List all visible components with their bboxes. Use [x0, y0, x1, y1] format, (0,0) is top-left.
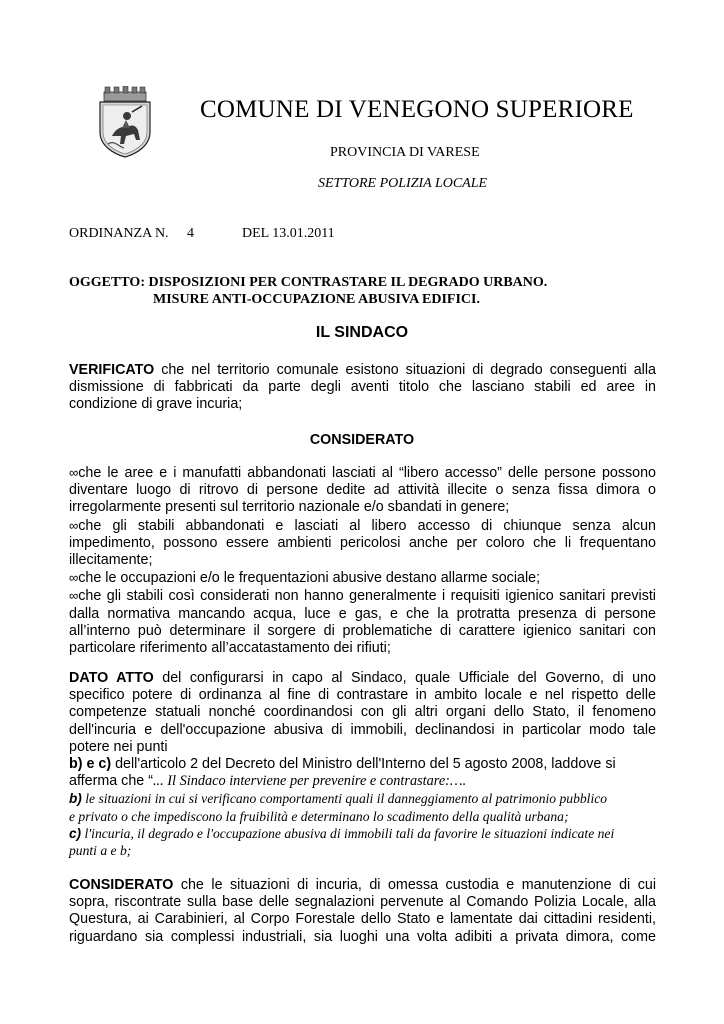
considerato-heading: CONSIDERATO	[309, 432, 415, 448]
points-bc-label: b) e c)	[69, 756, 112, 773]
list-item: ∞che gli stabili così considerati non hanno generalmente i requisiti igienico sanitari previsti	[69, 588, 656, 605]
subject-line-2: MISURE ANTI-OCCUPAZIONE ABUSIVA EDIFICI.	[153, 292, 480, 307]
verificato-text-2: dismissione di fabbricati da parte degli aventi titolo che lasciano stabili ed aree in	[69, 379, 656, 396]
ordinance-label: ORDINANZA N.	[69, 226, 169, 241]
verificato-text-1: che nel territorio comunale esistono situazioni di degrado conseguenti alla	[154, 362, 656, 378]
point-b-label: b)	[69, 791, 82, 807]
verificato-keyword: VERIFICATO	[69, 362, 155, 378]
bullet-symbol-icon: ∞	[69, 465, 79, 480]
ordinance-number: 4	[187, 226, 194, 241]
ordinance-date: DEL 13.01.2011	[242, 226, 335, 241]
verificato-paragraph	[69, 362, 656, 414]
mayor-heading: IL SINDACO	[315, 324, 409, 341]
subject-line-1: OGGETTO: DISPOSIZIONI PER CONTRASTARE IL DEGRADO URBANO.	[69, 275, 548, 290]
bullet-symbol-icon: ∞	[69, 517, 79, 533]
bullet-symbol-icon: ∞	[69, 570, 79, 586]
dato-atto-paragraph: DATO ATTO del configurarsi in capo al Sindaco, quale Ufficiale del Governo, di uno specifico potere di ordinanza al fine di contrastare in ambito locale e nel rispetto delle competenze statuali nonché coordinandosi con gli altri organi dello Stato, il fenomeno dell'incuria e dell'occupazione abusiva di immobili, declinandosi in particolar modo tale potere nei punti b) e c) dell'articolo 2 del Decreto del Ministro dell'Interno del 5 agosto 2008, laddove si afferma che “... Il Sindaco interviene per prevenire e contrastare:…. b) le situazioni in cui si verificano comportamenti quali il danneggiamento al patrimonio pubblico e privato o che impediscono la fruibilità e determinano lo scadimento della qualità urbana; c) l'incuria, il degrado e l'occupazione abusiva di immobili tali da favorire le situazioni indicate nei punti a e b;	[69, 670, 657, 859]
municipality-title: COMUNE DI VENEGONO SUPERIORE	[200, 96, 634, 123]
dato-atto-keyword: DATO ATTO	[69, 670, 154, 686]
bullet-symbol-icon: ∞	[69, 588, 79, 604]
list-item: ∞che le occupazioni e/o le frequentazioni abusive destano allarme sociale;	[69, 570, 541, 587]
list-item: ∞che le aree e i manufatti abbandonati lasciati al “libero accesso” delle persone possono	[69, 465, 656, 481]
ordinance-reference	[69, 226, 335, 242]
considerato-list: ∞che le aree e i manufatti abbandonati lasciati al “libero accesso” delle persone possono diventare luogo di ritrovo di persone dedite ad attività illecite o senza fissa dimora o irregolarmente presenti sul territorio nazionale e/o sbandati in genere; ∞che gli stabili abbandonati e lasciati al libero accesso di chiunque senza alcun impedimento, possono essere ambienti pericolosi anche per coloro che li frequentano illecitamente; ∞che le occupazioni e/o le frequentazioni abusive destano allarme sociale; ∞che gli stabili così considerati non hanno generalmente i requisiti igienico sanitari previsti dalla normativa mancando acqua, luce e gas, e che la protratta presenza di persone all’interno può determinare il sorgere di problematiche di carattere igienico sanitari con particolare riferimento all’accatastamento dei rifiuti;	[69, 465, 656, 657]
sector-line: SETTORE POLIZIA LOCALE	[318, 176, 488, 191]
municipal-crest-logo	[96, 86, 154, 158]
considerato-paragraph-2: CONSIDERATO che le situazioni di incuria, di omessa custodia e manutenzione di cui sopra, riscontrate sulla base delle segnalazioni pervenute al Comando Polizia Locale, alla Questura, ai Carabinieri, al Corpo Forestale dello Stato e lamentate dai cittadini residenti, riguardano sia complessi industriali, sia luoghi una volta adibiti a privata dimora, come	[69, 877, 656, 945]
considerato-keyword: CONSIDERATO	[69, 877, 174, 893]
province-line: PROVINCIA DI VARESE	[330, 145, 480, 160]
list-item: ∞che gli stabili abbandonati e lasciati al libero accesso di chiunque senza alcun	[69, 517, 656, 534]
verificato-text-3: condizione di grave incuria;	[69, 396, 243, 413]
point-c-label: c)	[69, 825, 82, 841]
